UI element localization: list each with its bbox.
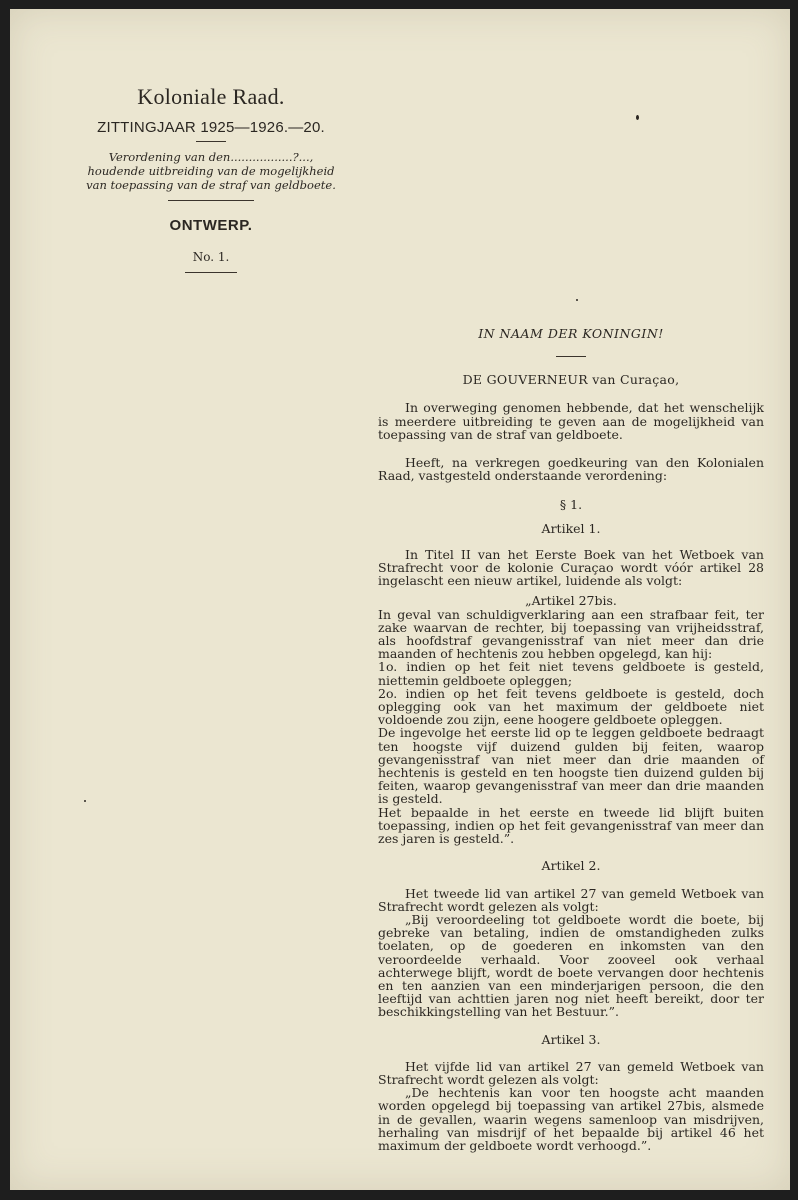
article-27bis-paragraph: Het bepaalde in het eerste en tweede lid blijft buiten toepassing, indien op het feit gevangenisstraf van meer dan zes jaren is gesteld.”. [378, 804, 764, 847]
section-heading: § 1. [559, 497, 583, 513]
ordinance-body [378, 327, 764, 1152]
document-page [10, 9, 790, 1190]
article-3-intro: Het vijfde lid van artikel 27 van gemeld Wetboek van Strafrecht wordt gelezen als volgt: [378, 1058, 764, 1087]
article-2-intro: Het tweede lid van artikel 27 van gemeld Wetboek van Strafrecht wordt gelezen als volgt: [378, 885, 764, 914]
consideration-paragraph: In overweging genomen hebbende, dat het wenschelijk is meerdere uitbreiding te geven aan de mogelijkheid van toepassing van de straf van geldboete. [378, 400, 764, 442]
session-year: ZITTINGJAAR 1925—1926.—20. [97, 119, 325, 136]
article-1-intro: In Titel II van het Eerste Boek van het Wetboek van Strafrecht voor de kolonie Curaçao wordt vóór artikel 28 ingelascht een nieuw artikel, luidende als volgt: [378, 546, 764, 589]
article-3-heading: Artikel 3. [541, 1031, 601, 1047]
divider [556, 356, 586, 357]
ordinance-title-line: Verordening van den.................?..., [108, 150, 314, 164]
ordinance-title [72, 150, 350, 192]
article-27bis-paragraph: De ingevolge het eerste lid op te leggen geldboete bedraagt ten hoogste vijf duizend gulden bij feiten, waarop gevangenisstraf van niet meer dan drie maanden of hechtenis is gesteld en ten hoogste tien duizend gulden bij feiten, waarop gevangenisstraf van meer dan drie maanden is gesteld. [378, 725, 764, 807]
ordinance-title-line: houdende uitbreiding van de mogelijkheid [87, 164, 335, 178]
article-2-quote: „Bij veroordeeling tot geldboete wordt die boete, bij gebreke van betaling, indien de omstandigheden zulks toelaten, op de goederen en inkomsten van den veroordeelde verhaald. Voor zooveel ook verhaal achterwege blijft, wordt de boete vervangen door hechtenis en ten aanzien van een minderjarigen persoon, die den leeftijd van achttien jaren nog niet heeft bereikt, door ter beschikkingstelling van het Bestuur.”. [378, 911, 764, 1020]
ink-speck [576, 299, 578, 301]
divider [196, 141, 226, 142]
article-2-heading: Artikel 2. [541, 858, 601, 874]
ordinance-title-line: van toepassing van de straf van geldboete. [86, 178, 336, 192]
ink-speck [636, 115, 639, 120]
governor-line: DE GOUVERNEUR van Curaçao, [462, 372, 680, 388]
approval-paragraph: Heeft, na verkregen goedkeuring van den Kolonialen Raad, vastgesteld onderstaande verordening: [378, 455, 764, 484]
draft-number: No. 1. [192, 250, 230, 264]
salutation: IN NAAM DER KONINGIN! [478, 326, 664, 341]
article-27bis-heading: „Artikel 27bis. [525, 593, 617, 609]
header-block [72, 72, 350, 273]
article-1-heading: Artikel 1. [541, 520, 601, 536]
draft-label: ONTWERP. [169, 217, 253, 234]
divider [168, 200, 254, 201]
article-27bis-paragraph: 1o. indien op het feit niet tevens geldboete is gesteld, niettemin geldboete opleggen; [378, 659, 764, 688]
council-name: Koloniale Raad. [137, 84, 285, 109]
article-27bis-paragraph: In geval van schuldigverklaring aan een strafbaar feit, ter zake waarvan de rechter, bij toepassing van vrijheidsstraf, als hoofdstraf gevangenisstraf van niet meer dan drie maanden of hechtenis zou hebben opgelegd, kan hij: [378, 606, 764, 662]
ink-speck [84, 800, 86, 802]
article-27bis-paragraph: 2o. indien op het feit tevens geldboete is gesteld, doch oplegging ook van het maximum der geldboete niet voldoende zou zijn, eene hoogere geldboete opleggen. [378, 685, 764, 728]
divider [185, 272, 237, 273]
article-3-quote: „De hechtenis kan voor ten hoogste acht maanden worden opgelegd bij toepassing van artikel 27bis, alsmede in de gevallen, waarin wegens samenloop van misdrijven, herhaling van misdrijf of het bepaalde bij artikel 46 het maximum der geldboete wordt verhoogd.”. [378, 1085, 764, 1153]
